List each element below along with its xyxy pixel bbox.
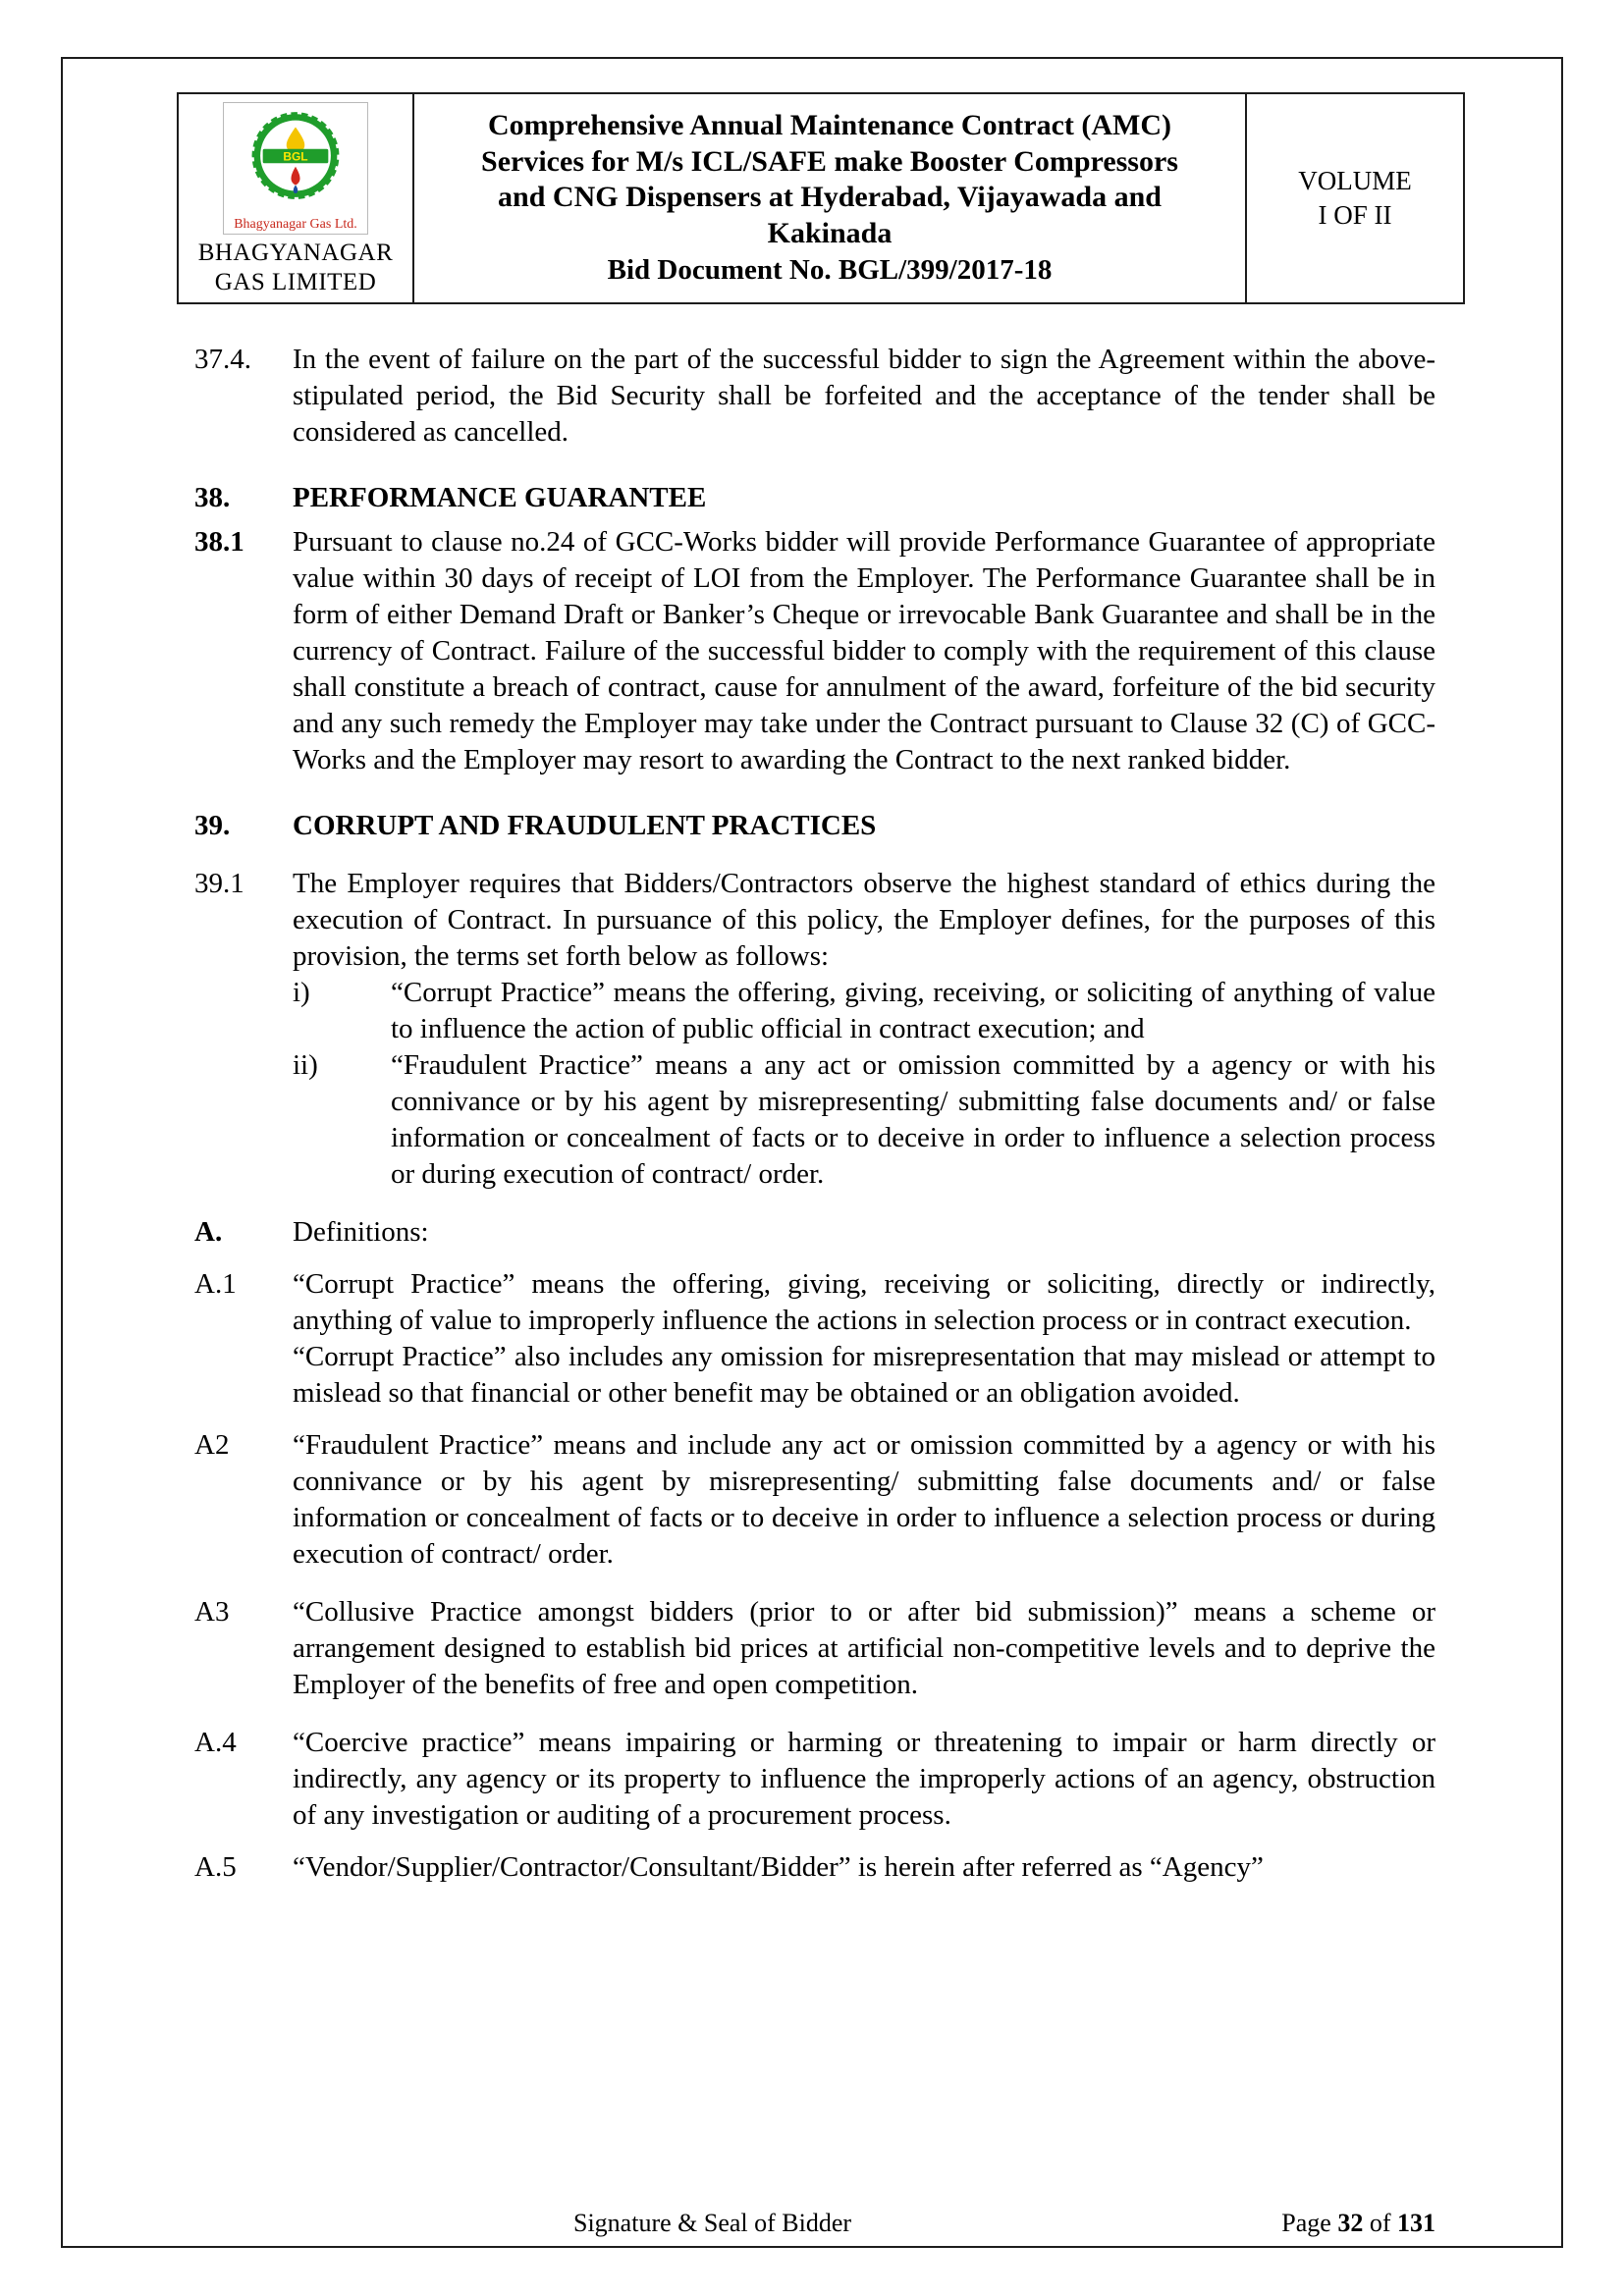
clause-text: “Coercive practice” means impairing or harming or threatening to impair or harm directly or indirectly, any agency or its property to influence the improperly actions of an agency, obstruction of any investigation or auditing of a procurement process. [293,1727,1435,1832]
document-body [63,304,1561,1886]
company-name-line2: GAS LIMITED [214,268,377,295]
page-indicator [1281,2209,1435,2238]
clause-number: 37.4. [194,344,251,376]
logo-cell [178,93,413,303]
definitions-heading [194,1214,1435,1251]
logo-box [223,102,368,235]
clause-paragraph-1: “Corrupt Practice” means the offering, giving, receiving or soliciting, directly or indirectly, anything of value to improperly influence the actions in selection process or in contract execution. [293,1268,1435,1337]
volume-cell [1246,93,1464,303]
section-heading: PERFORMANCE GUARANTEE [293,482,707,514]
clause-text: “Fraudulent Practice” means and include any act or omission committed by a agency or with his connivance or by his agent by misrepresenting/ submitting false documents and/ or false information or concealment of facts or to deceive in order to influence a selection process or during execution of contract/ order. [293,1429,1435,1571]
volume-line-1: VOLUME [1298,166,1412,196]
heading-38 [194,480,1435,516]
clause-number: 39.1 [194,868,244,900]
document-title [430,108,1229,251]
total-pages: 131 [1397,2209,1435,2237]
clause-number: A.1 [194,1268,237,1301]
clause-number: A.5 [194,1851,237,1884]
section-heading: CORRUPT AND FRAUDULENT PRACTICES [293,810,877,842]
header-table [177,92,1465,304]
clause-number: 39. [194,810,231,842]
sub-clause-number: ii) [293,1049,318,1082]
clause-a2 [194,1427,1435,1573]
title-cell [413,93,1246,303]
clause-a1 [194,1266,1435,1412]
volume-line-2: I OF II [1318,200,1392,231]
clause-text: “Collusive Practice amongst bidders (prior to or after bid submission)” means a scheme or arrangement designed to establish bid prices at artificial non-competitive levels and to deprive the Employer of the benefits of free and open competition. [293,1596,1435,1701]
clause-number: A. [194,1216,223,1249]
clause-text: In the event of failure on the part of the successful bidder to sign the Agreement within the above-stipulated period, the Bid Security shall be forfeited and the acceptance of the tender shall be considered as cancelled. [293,344,1435,449]
of-word: of [1363,2209,1397,2237]
sub-clause-number: i) [293,977,310,1009]
sub-clause-text: “Corrupt Practice” means the offering, giving, receiving, or soliciting of anything of value to influence the action of public official in contract execution; and [391,977,1435,1045]
heading-39 [194,808,1435,844]
clause-number: 38. [194,482,231,514]
page-border-frame [61,57,1563,2248]
sub-clause-ii [293,1047,1435,1193]
clause-39-1 [194,866,1435,1193]
bgl-logo-icon [244,107,347,211]
page-footer [63,2209,1561,2238]
title-line-2: Services for M/s ICL/SAFE make Booster Compressors [481,144,1178,178]
title-line-1: Comprehensive Annual Maintenance Contract (AMC) [487,109,1172,141]
page-word: Page [1281,2209,1338,2237]
clause-text-block [293,1266,1435,1412]
clause-number: A3 [194,1596,230,1629]
logo-acronym: BGL [283,149,308,164]
logo-tagline: Bhagyanagar Gas Ltd. [234,217,357,232]
clause-text: Pursuant to clause no.24 of GCC-Works bidder will provide Performance Guarantee of appropriate value within 30 days of receipt of LOI from the Employer. The Performance Guarantee shall be in form of either Demand Draft or Banker’s Cheque or irrevocable Bank Guarantee and shall be in the currency of Contract. Failure of the successful bidder to comply with the requirement of this clause shall constitute a breach of contract, cause for annulment of the award, forfeiture of the bid security and any such remedy the Employer may take under the Contract pursuant to Clause 32 (C) of GCC-Works and the Employer may resort to awarding the Contract to the next ranked bidder. [293,526,1435,776]
clause-38-1 [194,524,1435,778]
clause-number: A2 [194,1429,230,1462]
clause-a5 [194,1849,1435,1886]
clause-a3 [194,1594,1435,1703]
clause-intro-text: The Employer requires that Bidders/Contractors observe the highest standard of ethics during the execution of Contract. In pursuance of this policy, the Employer defines, for the purposes of this provision, the terms set forth below as follows: [293,868,1435,973]
bid-document-number: Bid Document No. BGL/399/2017-18 [607,254,1053,287]
signature-label: Signature & Seal of Bidder [573,2209,852,2237]
title-line-4: Kakinada [767,216,893,249]
clause-text-block [293,866,1435,1193]
clause-number: A.4 [194,1727,237,1759]
company-name-line1: BHAGYANAGAR [197,240,394,267]
sub-clause-text: “Fraudulent Practice” means a any act or omission committed by a agency or with his connivance or by his agent by misrepresenting/ submitting false documents and/ or false information or concealment of facts or to deceive in order to influence a selection process or during execution of contract/ order. [391,1049,1435,1191]
clause-text: Definitions: [293,1216,429,1249]
sub-clause-i [293,975,1435,1047]
clause-number: 38.1 [194,526,244,559]
clause-37-4 [194,342,1435,451]
clause-text: “Vendor/Supplier/Contractor/Consultant/Bidder” is herein after referred as “Agency” [293,1851,1264,1884]
clause-paragraph-2: “Corrupt Practice” also includes any omission for misrepresentation that may mislead or attempt to mislead so that financial or other benefit may be obtained or an obligation avoided. [293,1341,1435,1410]
title-line-3: and CNG Dispensers at Hyderabad, Vijayawada and [498,181,1162,214]
clause-a4 [194,1725,1435,1834]
page-number: 32 [1337,2209,1364,2237]
